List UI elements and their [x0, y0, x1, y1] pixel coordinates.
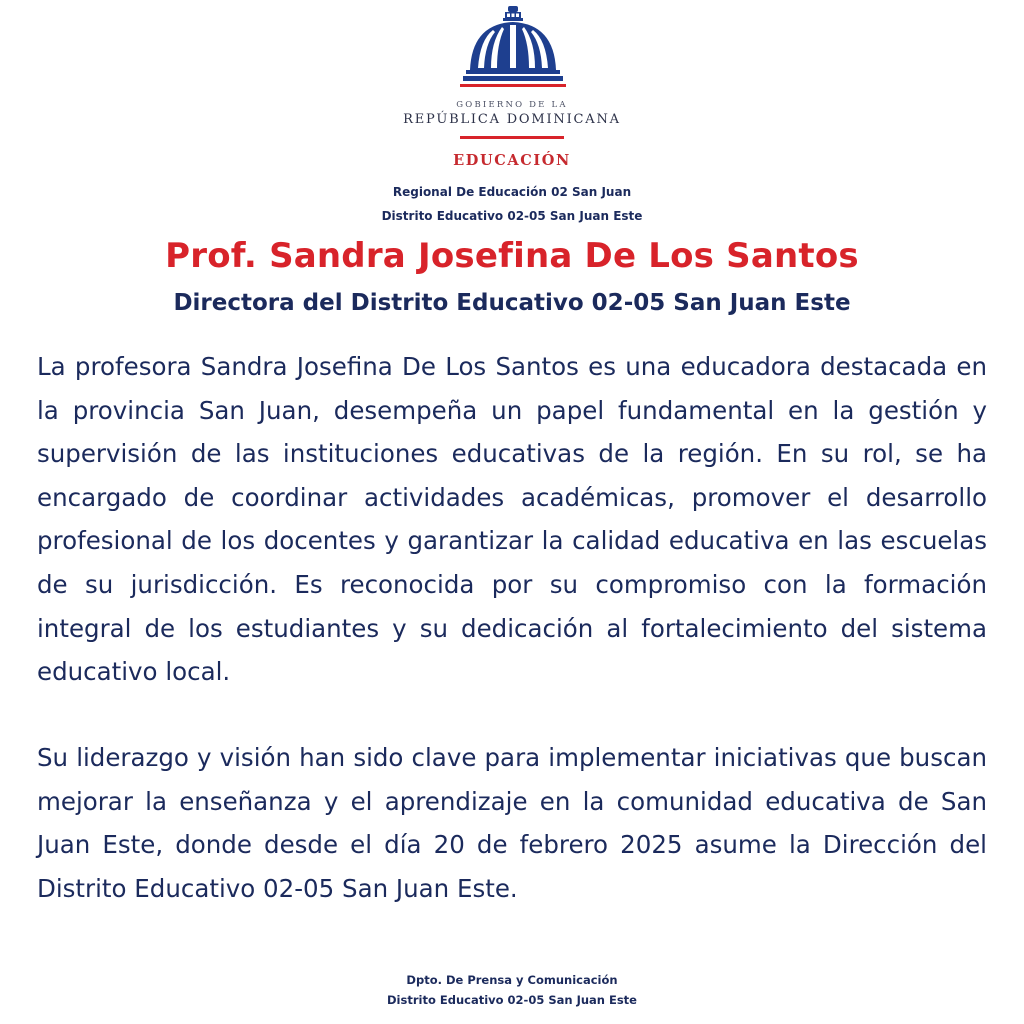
logo-education-text: EDUCACIÓN [453, 152, 571, 169]
footer-department: Dpto. De Prensa y Comunicación [406, 973, 618, 987]
logo-main-text: REPÚBLICA DOMINICANA [403, 112, 621, 127]
dome-emblem-icon [460, 4, 566, 92]
logo-divider [460, 136, 564, 139]
logo-small-text: GOBIERNO DE LA [456, 100, 568, 110]
district-label: Distrito Educativo 02-05 San Juan Este [381, 209, 643, 223]
role-subtitle: Directora del Distrito Educativo 02-05 San Juan Este [173, 290, 851, 316]
footer-district: Distrito Educativo 02-05 San Juan Este [387, 993, 637, 1007]
page-title: Prof. Sandra Josefina De Los Santos [165, 236, 859, 276]
body-paragraph-1: La profesora Sandra Josefina De Los Santos es una educadora destacada en la provincia San Juan, desempeña un papel fundamental en la gestión y supervisión de las instituciones educativas de la región. En su rol, se ha encargado de coordinar actividades académicas, promover el desarrollo profesional de los docentes y garantizar la calidad educativa en las escuelas de su jurisdicción. Es reconocida por su compromiso con la formación integral de los estudiantes y su dedicación al fortalecimiento del sistema educativo local. [37, 352, 987, 687]
body-paragraph-2: Su liderazgo y visión han sido clave para implementar iniciativas que buscan mejorar la enseñanza y el aprendizaje en la comunidad educativa de San Juan Este, donde desde el día 20 de febrero 2025 asume la Dirección del Distrito Educativo 02-05 San Juan Este. [37, 743, 987, 903]
regional-label: Regional De Educación 02 San Juan [392, 185, 632, 199]
